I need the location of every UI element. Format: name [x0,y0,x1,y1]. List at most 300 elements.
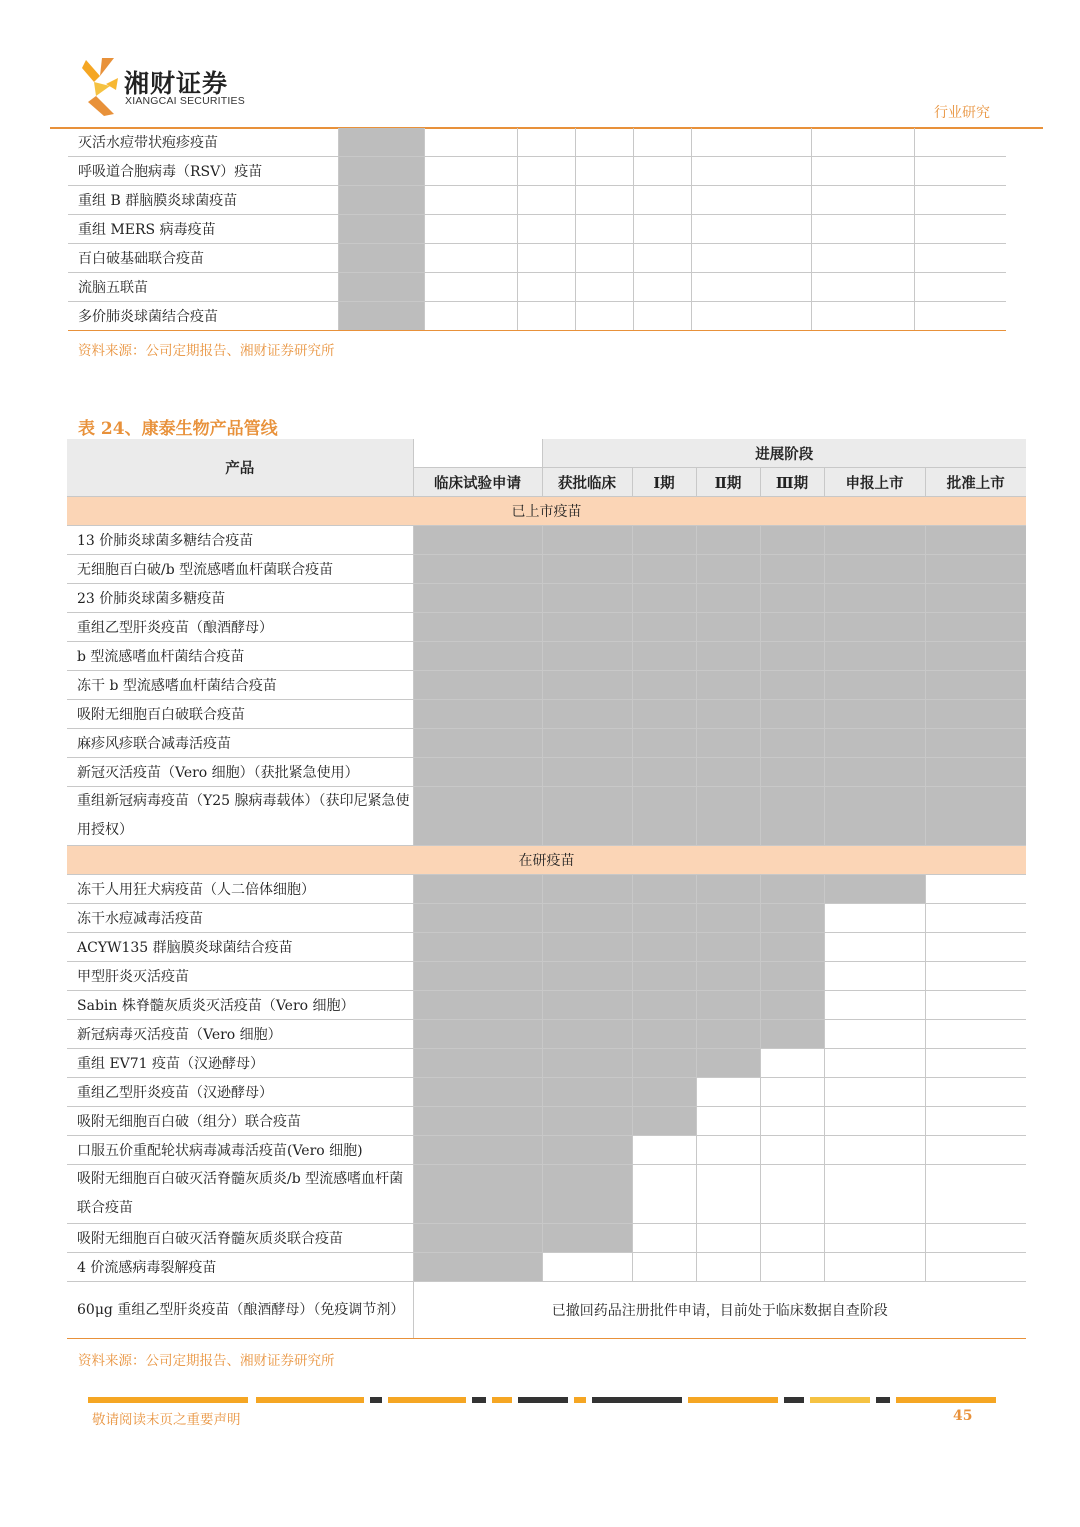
stage-cell-empty [914,157,1006,186]
stage-cell-filled [413,933,542,962]
stage-cell-empty [925,1078,1026,1107]
stage-cell-filled [696,671,760,700]
stage-cell-filled [413,555,542,584]
stage-cell-filled [696,758,760,787]
table-row [67,584,1026,613]
stage-cell-empty [824,1020,925,1049]
stage-cell-empty [925,1253,1026,1282]
product-name: 重组乙型肝炎疫苗（汉逊酵母） [67,1078,413,1107]
stage-cell-filled [413,1253,542,1282]
product-name: 新冠病毒灭活疫苗（Vero 细胞） [67,1020,413,1049]
stage-cell-filled [413,1049,542,1078]
table-row [68,157,1006,186]
stage-cell-empty [760,1107,824,1136]
stage-cell-filled [824,758,925,787]
stage-cell-empty [760,1078,824,1107]
stage-cell-empty [760,1049,824,1078]
stage-cell-filled [542,1078,632,1107]
stage-cell-filled [542,962,632,991]
table-row [68,186,1006,215]
stage-cell-filled [925,642,1026,671]
product-name: 麻疹风疹联合减毒活疫苗 [67,729,413,758]
stage-cell-empty [811,157,914,186]
stage-header: 批准上市 [925,468,1026,497]
stage-cell-filled [542,933,632,962]
stage-cell-filled [824,584,925,613]
stage-cell-empty [517,273,575,302]
stage-cell-filled [542,642,632,671]
stage-cell-filled [413,1165,542,1224]
stage-cell-filled [696,1020,760,1049]
table-row [67,1253,1026,1282]
stage-cell-empty [696,1224,760,1253]
stage-cell-filled [542,1049,632,1078]
stage-cell-empty [517,215,575,244]
product-name: 23 价肺炎球菌多糖疫苗 [67,584,413,613]
stage-cell-filled [760,991,824,1020]
stage-cell-filled [925,526,1026,555]
stage-cell-filled [696,1049,760,1078]
stage-cell-filled [542,1020,632,1049]
table-row [68,215,1006,244]
stage-cell-filled [925,613,1026,642]
product-name: 吸附无细胞百白破灭活脊髓灰质炎联合疫苗 [67,1224,413,1253]
stage-cell-filled [542,729,632,758]
stage-cell-empty [811,186,914,215]
stage-cell-empty [424,273,517,302]
brand-name-en: XIANGCAI SECURITIES [125,95,245,107]
stage-cell-filled [413,1020,542,1049]
stage-cell-empty [575,215,633,244]
stage-cell-empty [633,302,691,331]
product-name: ACYW135 群脑膜炎球菌结合疫苗 [67,933,413,962]
stage-cell-empty [633,244,691,273]
stage-cell-filled [760,642,824,671]
stage-cell-empty [517,128,575,157]
product-name: 重组 B 群脑膜炎球菌疫苗 [68,186,338,215]
table-23-continuation [68,128,1006,331]
stage-header: 临床试验申请 [413,468,542,497]
stage-cell-filled [632,962,696,991]
product-name: 流脑五联苗 [68,273,338,302]
stage-cell-filled [542,700,632,729]
stage-cell-filled [760,962,824,991]
stage-cell-filled [696,933,760,962]
stage-cell-filled [824,613,925,642]
stage-cell-filled [760,613,824,642]
stage-cell-filled [542,904,632,933]
stage-cell-filled [824,555,925,584]
stage-cell-filled [542,584,632,613]
stage-cell-empty [914,186,1006,215]
stage-cell-empty [811,302,914,331]
table-24 [67,439,1026,1339]
table-row [67,1136,1026,1165]
stage-cell-empty [633,157,691,186]
stage-cell-filled [696,875,760,904]
product-name: 无细胞百白破/b 型流感嗜血杆菌联合疫苗 [67,555,413,584]
stage-cell-empty [517,302,575,331]
stage-cell-filled [925,729,1026,758]
stage-cell-filled [413,758,542,787]
stage-cell-filled [925,671,1026,700]
stage-cell-empty [575,273,633,302]
header-product: 产品 [67,439,413,497]
stage-cell-filled [338,128,424,157]
stage-cell-filled [632,933,696,962]
table-row [67,526,1026,555]
product-name: 冻干水痘减毒活疫苗 [67,904,413,933]
product-name: 重组 MERS 病毒疫苗 [68,215,338,244]
stage-cell-empty [424,244,517,273]
stage-cell-empty [925,875,1026,904]
table-row [67,933,1026,962]
stage-cell-empty [914,244,1006,273]
stage-cell-empty [824,1165,925,1224]
stage-cell-filled [696,991,760,1020]
stage-cell-filled [824,729,925,758]
stage-cell-empty [575,186,633,215]
stage-cell-filled [413,904,542,933]
table-row [68,302,1006,331]
product-name: Sabin 株脊髓灰质炎灭活疫苗（Vero 细胞） [67,991,413,1020]
table-row [67,1224,1026,1253]
table-row [67,729,1026,758]
product-name: 百白破基础联合疫苗 [68,244,338,273]
stage-cell-empty [632,1136,696,1165]
table-row [67,758,1026,787]
stage-cell-filled [696,526,760,555]
stage-cell-filled [542,613,632,642]
stage-cell-filled [413,1078,542,1107]
table-row [67,1078,1026,1107]
stage-cell-filled [542,555,632,584]
table-row [68,244,1006,273]
table-row [67,1020,1026,1049]
stage-header: 申报上市 [824,468,925,497]
table-row [67,1049,1026,1078]
stage-cell-filled [338,244,424,273]
stage-cell-filled [413,991,542,1020]
stage-header: Ⅰ期 [632,468,696,497]
product-name: 吸附无细胞百白破灭活脊髓灰质炎/b 型流感嗜血杆菌联合疫苗 [67,1165,413,1224]
stage-cell-empty [517,244,575,273]
table-24-source: 资料来源：公司定期报告、湘财证券研究所 [78,1353,335,1369]
disclaimer-note: 敬请阅读末页之重要声明 [92,1412,241,1428]
stage-cell-empty [925,904,1026,933]
stage-cell-empty [925,1136,1026,1165]
stage-cell-filled [632,700,696,729]
table-row [67,1107,1026,1136]
stage-cell-filled [632,671,696,700]
stage-cell-filled [338,273,424,302]
stage-cell-filled [413,962,542,991]
stage-cell-filled [632,875,696,904]
table-row [68,128,1006,157]
stage-cell-filled [696,904,760,933]
product-name: 灭活水痘带状疱疹疫苗 [68,128,338,157]
stage-cell-empty [632,1253,696,1282]
stage-cell-empty [824,1107,925,1136]
product-name: 吸附无细胞百白破联合疫苗 [67,700,413,729]
stage-cell-empty [811,128,914,157]
table-row [67,613,1026,642]
header-spacer [413,439,542,468]
stage-cell-filled [542,1224,632,1253]
stage-cell-filled [824,875,925,904]
stage-cell-empty [925,962,1026,991]
stage-cell-empty [811,273,914,302]
section-label: 在研疫苗 [67,846,1026,875]
stage-cell-filled [696,729,760,758]
table-row [67,671,1026,700]
stage-cell-filled [760,671,824,700]
stage-cell-filled [696,787,760,846]
stage-cell-filled [632,613,696,642]
product-name: 重组新冠病毒疫苗（Y25 腺病毒载体）（获印尼紧急使用授权） [67,787,413,846]
stage-cell-filled [760,904,824,933]
stage-cell-filled [413,875,542,904]
product-name: 冻干人用狂犬病疫苗（人二倍体细胞） [67,875,413,904]
table-row [67,700,1026,729]
stage-cell-filled [760,933,824,962]
product-name: 吸附无细胞百白破（组分）联合疫苗 [67,1107,413,1136]
stage-cell-empty [760,1165,824,1224]
stage-cell-empty [696,1078,760,1107]
stage-cell-empty [575,302,633,331]
product-name: 甲型肝炎灭活疫苗 [67,962,413,991]
stage-cell-empty [925,933,1026,962]
stage-cell-filled [632,729,696,758]
stage-cell-empty [691,128,811,157]
stage-cell-filled [413,700,542,729]
section-tag: 行业研究 [934,105,990,121]
stage-cell-filled [338,157,424,186]
stage-cell-filled [696,700,760,729]
stage-cell-filled [632,787,696,846]
status-note: 已撤回药品注册批件申请，目前处于临床数据自查阶段 [413,1282,1026,1339]
stage-cell-empty [925,1020,1026,1049]
stage-cell-empty [691,215,811,244]
table-row [67,991,1026,1020]
stage-cell-filled [760,555,824,584]
stage-cell-empty [424,302,517,331]
product-name: 13 价肺炎球菌多糖结合疫苗 [67,526,413,555]
stage-header: Ⅲ期 [760,468,824,497]
stage-cell-filled [760,758,824,787]
stage-cell-empty [925,1224,1026,1253]
stage-cell-empty [424,157,517,186]
stage-cell-filled [413,1107,542,1136]
stage-cell-empty [424,186,517,215]
stage-cell-filled [696,962,760,991]
stage-cell-filled [632,1049,696,1078]
stage-cell-empty [914,273,1006,302]
table-23-source: 资料来源：公司定期报告、湘财证券研究所 [78,343,335,359]
stage-cell-empty [575,244,633,273]
product-name: 60μg 重组乙型肝炎疫苗（酿酒酵母）（免疫调节剂） [67,1282,413,1339]
table-row [67,1282,1026,1339]
table-24-title: 表 24、康泰生物产品管线 [78,419,278,439]
stage-cell-empty [424,215,517,244]
stage-cell-empty [424,128,517,157]
stage-cell-filled [824,700,925,729]
stage-cell-filled [338,215,424,244]
stage-cell-empty [760,1224,824,1253]
stage-cell-filled [760,700,824,729]
stage-header: 获批临床 [542,468,632,497]
stage-cell-filled [925,758,1026,787]
stage-cell-filled [632,584,696,613]
stage-cell-empty [633,186,691,215]
stage-cell-empty [696,1136,760,1165]
stage-cell-filled [542,1165,632,1224]
stage-cell-filled [696,555,760,584]
stage-cell-filled [338,186,424,215]
stage-cell-empty [824,962,925,991]
table-row [67,787,1026,846]
stage-cell-filled [338,302,424,331]
stage-cell-filled [824,526,925,555]
stage-cell-empty [632,1165,696,1224]
table-row [67,1165,1026,1224]
stage-cell-empty [925,1049,1026,1078]
stage-cell-filled [413,584,542,613]
stage-cell-empty [696,1107,760,1136]
brand-name-cn: 湘财证券 [124,69,229,98]
stage-cell-filled [413,642,542,671]
stage-cell-empty [824,1049,925,1078]
product-name: 多价肺炎球菌结合疫苗 [68,302,338,331]
stage-cell-empty [691,302,811,331]
table-row [67,962,1026,991]
stage-cell-filled [760,526,824,555]
stage-cell-empty [824,1253,925,1282]
stage-cell-empty [517,186,575,215]
product-name: 重组乙型肝炎疫苗（酿酒酵母） [67,613,413,642]
stage-cell-filled [824,671,925,700]
stage-cell-empty [691,186,811,215]
stage-cell-empty [824,1078,925,1107]
page-number: 45 [953,1408,973,1424]
stage-cell-filled [824,787,925,846]
stage-cell-filled [413,613,542,642]
stage-cell-filled [413,1224,542,1253]
header-progress: 进展阶段 [542,439,1026,468]
stage-cell-filled [824,642,925,671]
stage-cell-filled [696,642,760,671]
stage-cell-filled [760,1020,824,1049]
stage-cell-filled [413,1136,542,1165]
stage-cell-filled [542,671,632,700]
stage-cell-empty [824,1224,925,1253]
stage-cell-filled [632,758,696,787]
stage-cell-empty [824,933,925,962]
stage-cell-filled [632,1107,696,1136]
stage-cell-filled [925,787,1026,846]
table-row [67,555,1026,584]
stage-cell-filled [542,787,632,846]
stage-cell-filled [632,1020,696,1049]
section-label: 已上市疫苗 [67,497,1026,526]
stage-cell-filled [542,758,632,787]
stage-cell-empty [824,1136,925,1165]
stage-cell-filled [542,526,632,555]
stage-cell-filled [413,671,542,700]
stage-cell-empty [760,1136,824,1165]
stage-cell-empty [691,273,811,302]
product-name: 重组 EV71 疫苗（汉逊酵母） [67,1049,413,1078]
table-row [68,273,1006,302]
stage-cell-filled [632,904,696,933]
stage-cell-empty [824,904,925,933]
stage-cell-empty [517,157,575,186]
product-name: 4 价流感病毒裂解疫苗 [67,1253,413,1282]
section-row [67,497,1026,526]
stage-cell-empty [811,244,914,273]
stage-cell-filled [413,729,542,758]
stage-cell-filled [925,555,1026,584]
product-name: 口服五价重配轮状病毒减毒活疫苗(Vero 细胞) [67,1136,413,1165]
stage-cell-empty [760,1253,824,1282]
table-row [67,904,1026,933]
stage-cell-filled [632,555,696,584]
stage-cell-filled [632,1078,696,1107]
stage-cell-empty [632,1224,696,1253]
logo-icon [80,56,120,118]
stage-cell-empty [824,991,925,1020]
stage-cell-filled [632,526,696,555]
stage-cell-filled [542,1107,632,1136]
stage-cell-filled [760,875,824,904]
stage-cell-empty [925,1107,1026,1136]
stage-cell-filled [542,991,632,1020]
stage-cell-empty [914,302,1006,331]
stage-cell-empty [575,128,633,157]
stage-cell-filled [925,700,1026,729]
table-row [67,642,1026,671]
stage-cell-filled [413,526,542,555]
stage-cell-empty [691,157,811,186]
stage-cell-empty [914,128,1006,157]
stage-cell-empty [575,157,633,186]
stage-cell-empty [696,1165,760,1224]
stage-cell-filled [760,787,824,846]
stage-cell-empty [633,273,691,302]
product-name: 呼吸道合胞病毒（RSV）疫苗 [68,157,338,186]
stage-cell-empty [914,215,1006,244]
stage-cell-empty [696,1253,760,1282]
stage-cell-filled [760,584,824,613]
stage-cell-empty [925,991,1026,1020]
table-row [67,875,1026,904]
stage-cell-empty [691,244,811,273]
stage-cell-empty [811,215,914,244]
product-name: 冻干 b 型流感嗜血杆菌结合疫苗 [67,671,413,700]
stage-cell-filled [925,584,1026,613]
stage-cell-filled [696,584,760,613]
stage-cell-empty [633,128,691,157]
section-row [67,846,1026,875]
stage-cell-filled [632,991,696,1020]
product-name: 新冠灭活疫苗（Vero 细胞）（获批紧急使用） [67,758,413,787]
stage-cell-filled [542,1136,632,1165]
stage-cell-filled [413,787,542,846]
stage-cell-empty [633,215,691,244]
stage-cell-filled [696,613,760,642]
product-name: b 型流感嗜血杆菌结合疫苗 [67,642,413,671]
stage-cell-empty [925,1165,1026,1224]
